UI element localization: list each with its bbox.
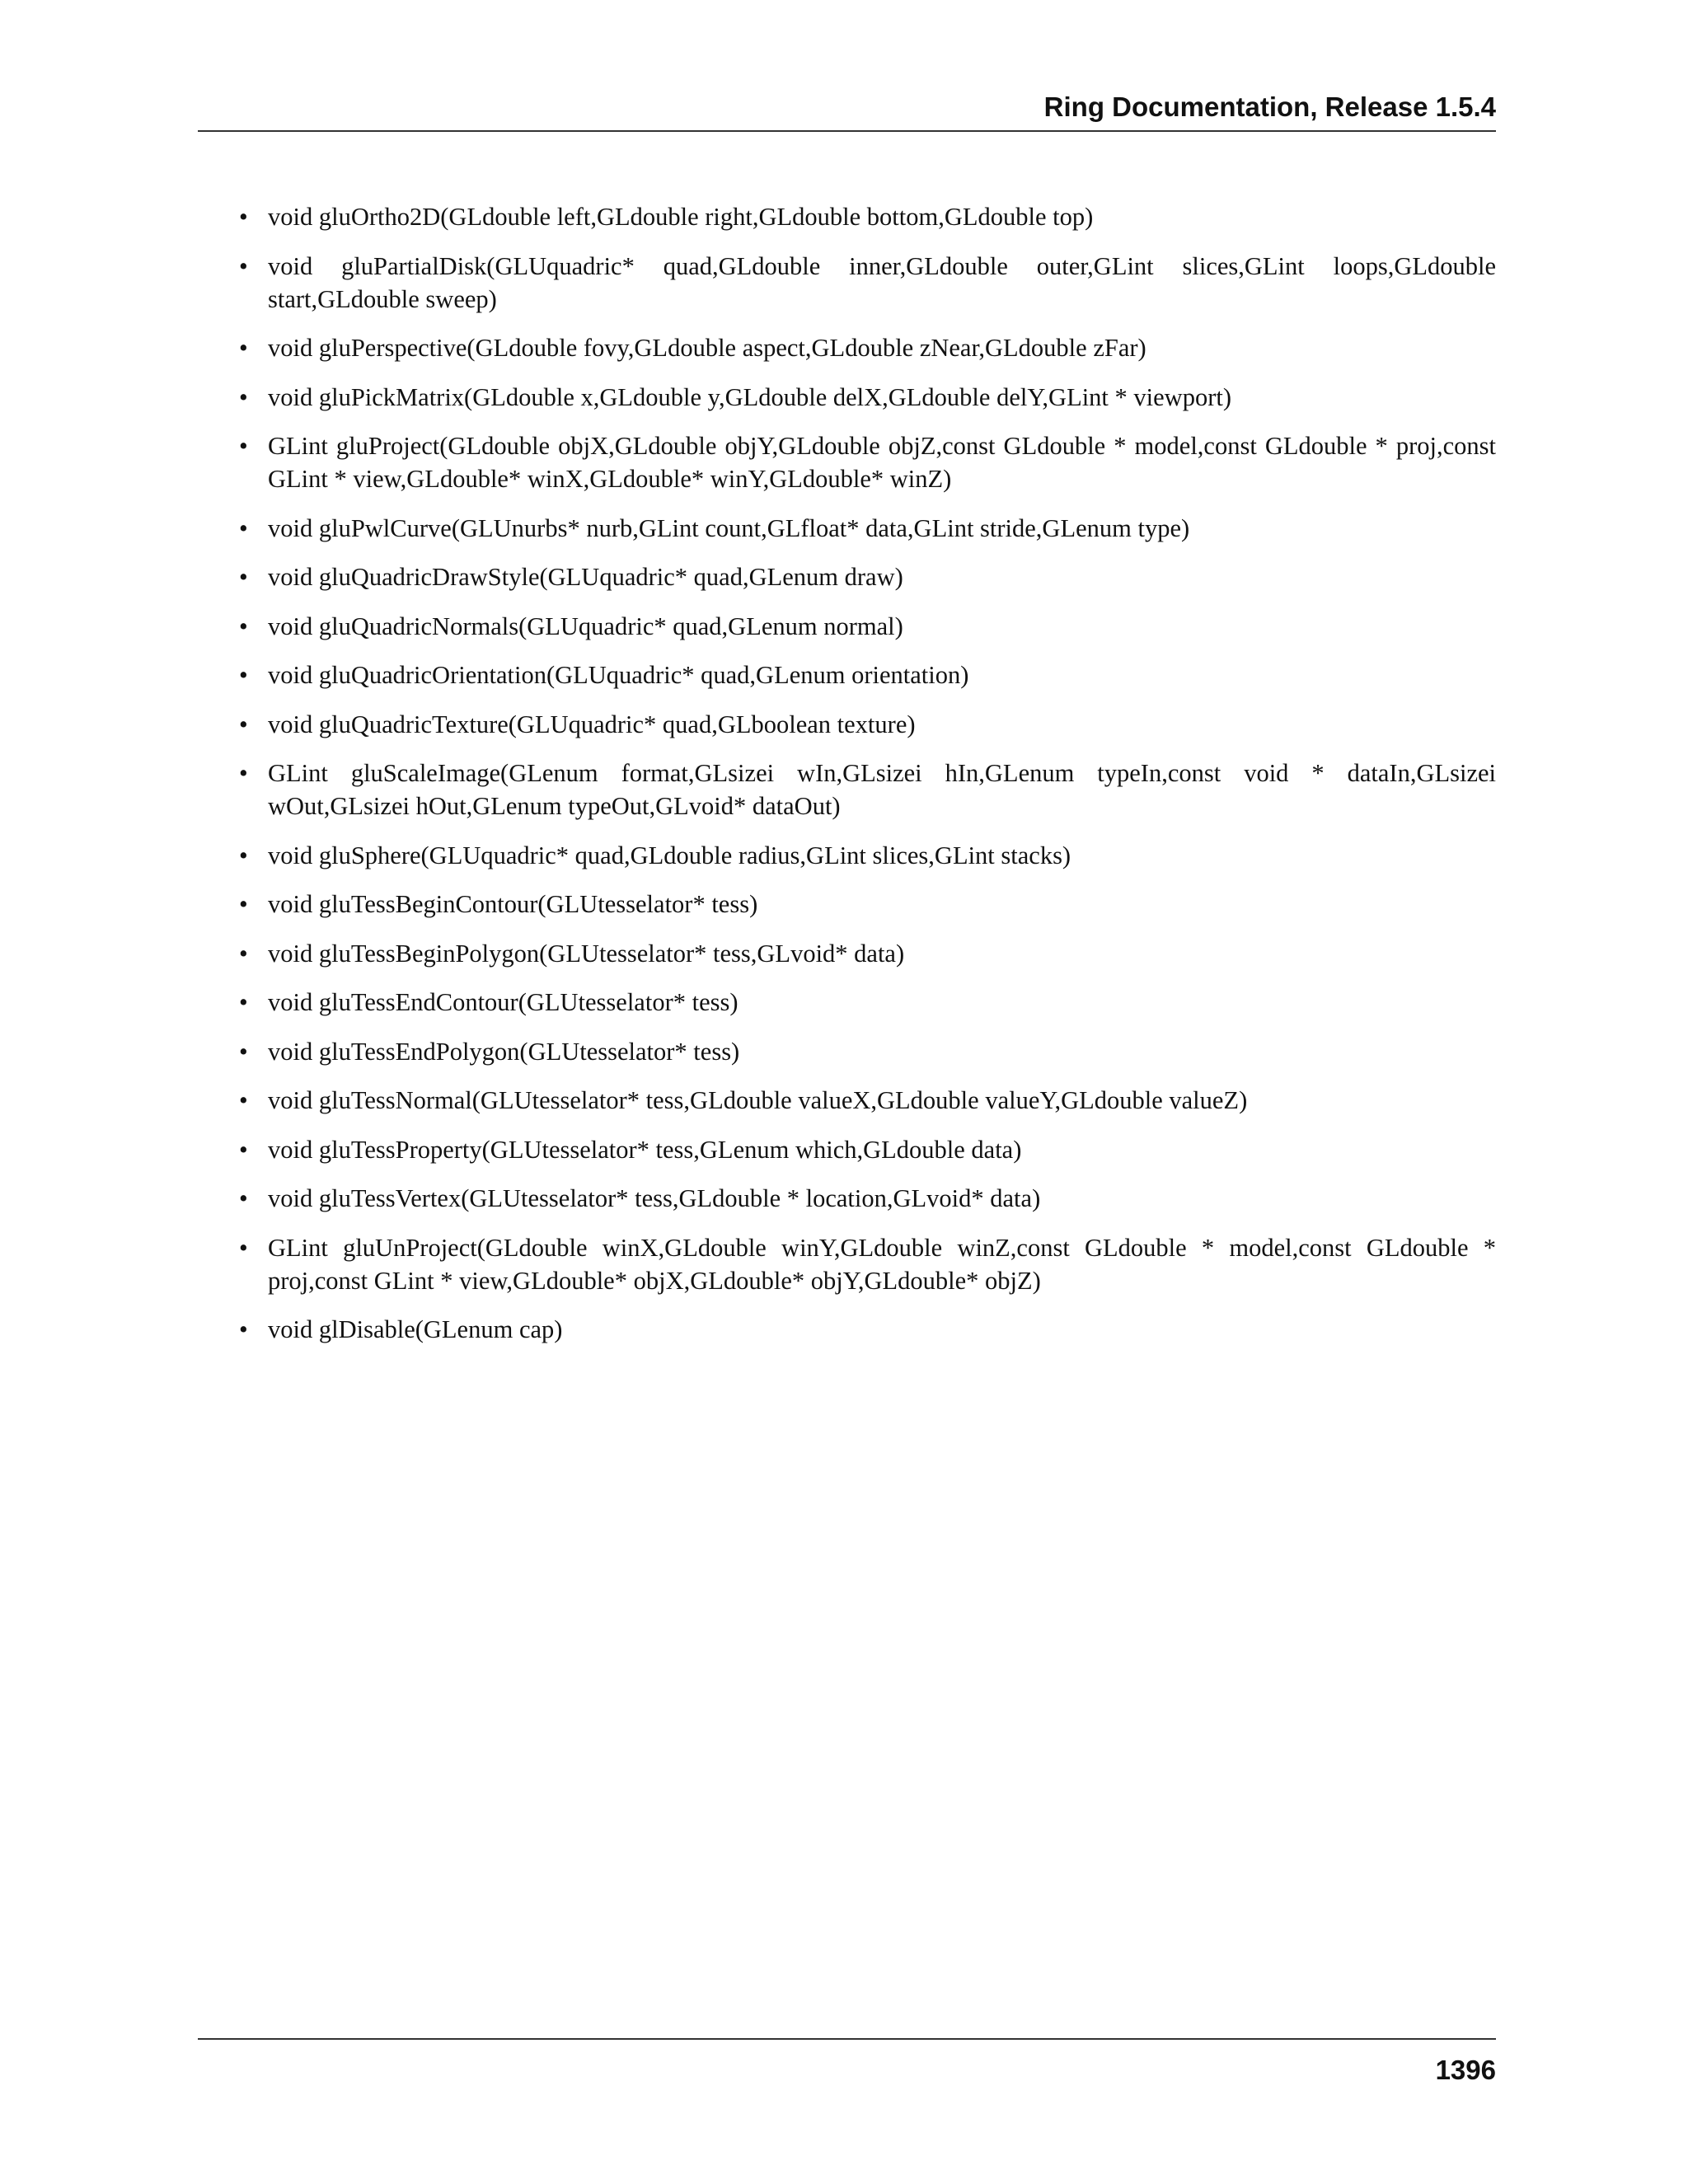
list-item <box>239 560 1496 593</box>
page-content <box>239 200 1496 1362</box>
function-signature: void gluQuadricNormals(GLUquadric* quad,GLenum normal) <box>268 612 903 640</box>
function-signature: void gluOrtho2D(GLdouble left,GLdouble right,GLdouble bottom,GLdouble top) <box>268 203 1094 231</box>
function-signature: void gluPwlCurve(GLUnurbs* nurb,GLint count,GLfloat* data,GLint stride,GLenum type) <box>268 513 1190 542</box>
function-signature: GLint gluScaleImage(GLenum format,GLsizei wIn,GLsizei hIn,GLenum typeIn,const void * dataIn,GLsizei wOut,GLsizei hOut,GLenum typeOut,GLvoid* dataOut) <box>268 759 1496 820</box>
list-item <box>239 708 1496 741</box>
list-item <box>239 331 1496 364</box>
bullet-icon: • <box>239 612 248 640</box>
list-item <box>239 512 1496 545</box>
function-signature: void gluTessBeginContour(GLUtesselator* tess) <box>268 890 758 918</box>
list-item <box>239 1231 1496 1297</box>
list-item <box>239 757 1496 823</box>
function-signature: void gluQuadricDrawStyle(GLUquadric* quad,GLenum draw) <box>268 563 903 591</box>
bullet-icon: • <box>239 563 248 591</box>
bullet-icon: • <box>239 759 248 787</box>
function-signature: void gluTessBeginPolygon(GLUtesselator* tess,GLvoid* data) <box>268 939 905 968</box>
page-header <box>198 89 1496 132</box>
list-item <box>239 658 1496 691</box>
bullet-icon: • <box>239 382 248 411</box>
function-signature: void gluPickMatrix(GLdouble x,GLdouble y,GLdouble delX,GLdouble delY,GLint * viewport) <box>268 382 1231 411</box>
function-signature: void gluQuadricTexture(GLUquadric* quad,GLboolean texture) <box>268 710 916 738</box>
function-signature: void gluTessVertex(GLUtesselator* tess,GLdouble * location,GLvoid* data) <box>268 1184 1041 1212</box>
list-item <box>239 986 1496 1019</box>
bullet-icon: • <box>239 841 248 869</box>
list-item <box>239 1313 1496 1346</box>
function-signature: void gluTessEndContour(GLUtesselator* tess) <box>268 988 738 1016</box>
page-footer <box>198 2038 1496 2085</box>
list-item <box>239 839 1496 872</box>
function-signature: void gluTessProperty(GLUtesselator* tess,GLenum which,GLdouble data) <box>268 1135 1022 1164</box>
function-signature: void gluTessNormal(GLUtesselator* tess,GLdouble valueX,GLdouble valueY,GLdouble valueZ) <box>268 1086 1248 1114</box>
function-signature-list <box>239 200 1496 1346</box>
bullet-icon: • <box>239 890 248 918</box>
bullet-icon: • <box>239 513 248 542</box>
function-signature: void gluSphere(GLUquadric* quad,GLdouble radius,GLint slices,GLint stacks) <box>268 841 1071 869</box>
bullet-icon: • <box>239 251 248 280</box>
bullet-icon: • <box>239 939 248 968</box>
list-item <box>239 429 1496 495</box>
bullet-icon: • <box>239 1315 248 1343</box>
page-number: 1396 <box>1435 2055 1496 2085</box>
bullet-icon: • <box>239 661 248 689</box>
list-item <box>239 381 1496 414</box>
function-signature: void glDisable(GLenum cap) <box>268 1315 563 1343</box>
bullet-icon: • <box>239 1037 248 1066</box>
bullet-icon: • <box>239 432 248 460</box>
function-signature: GLint gluUnProject(GLdouble winX,GLdouble winY,GLdouble winZ,const GLdouble * model,const GLdouble * proj,const GLint * view,GLdouble* objX,GLdouble* objY,GLdouble* objZ) <box>268 1233 1496 1295</box>
bullet-icon: • <box>239 988 248 1016</box>
bullet-icon: • <box>239 1233 248 1262</box>
list-item <box>239 1133 1496 1166</box>
bullet-icon: • <box>239 1086 248 1114</box>
list-item <box>239 1035 1496 1068</box>
list-item <box>239 1182 1496 1215</box>
list-item <box>239 937 1496 970</box>
bullet-icon: • <box>239 710 248 738</box>
bullet-icon: • <box>239 1135 248 1164</box>
list-item <box>239 610 1496 643</box>
function-signature: void gluQuadricOrientation(GLUquadric* quad,GLenum orientation) <box>268 661 969 689</box>
list-item <box>239 1084 1496 1117</box>
bullet-icon: • <box>239 1184 248 1212</box>
bullet-icon: • <box>239 203 248 231</box>
function-signature: void gluPerspective(GLdouble fovy,GLdouble aspect,GLdouble zNear,GLdouble zFar) <box>268 334 1146 362</box>
bullet-icon: • <box>239 334 248 362</box>
function-signature: void gluPartialDisk(GLUquadric* quad,GLdouble inner,GLdouble outer,GLint slices,GLint loops,GLdouble start,GLdouble sweep) <box>268 251 1496 313</box>
list-item <box>239 250 1496 316</box>
function-signature: void gluTessEndPolygon(GLUtesselator* tess) <box>268 1037 740 1066</box>
list-item <box>239 888 1496 921</box>
document-title: Ring Documentation, Release 1.5.4 <box>1043 91 1496 122</box>
function-signature: GLint gluProject(GLdouble objX,GLdouble objY,GLdouble objZ,const GLdouble * model,const GLdouble * proj,const GLint * view,GLdouble* winX,GLdouble* winY,GLdouble* winZ) <box>268 432 1496 493</box>
list-item <box>239 200 1496 233</box>
